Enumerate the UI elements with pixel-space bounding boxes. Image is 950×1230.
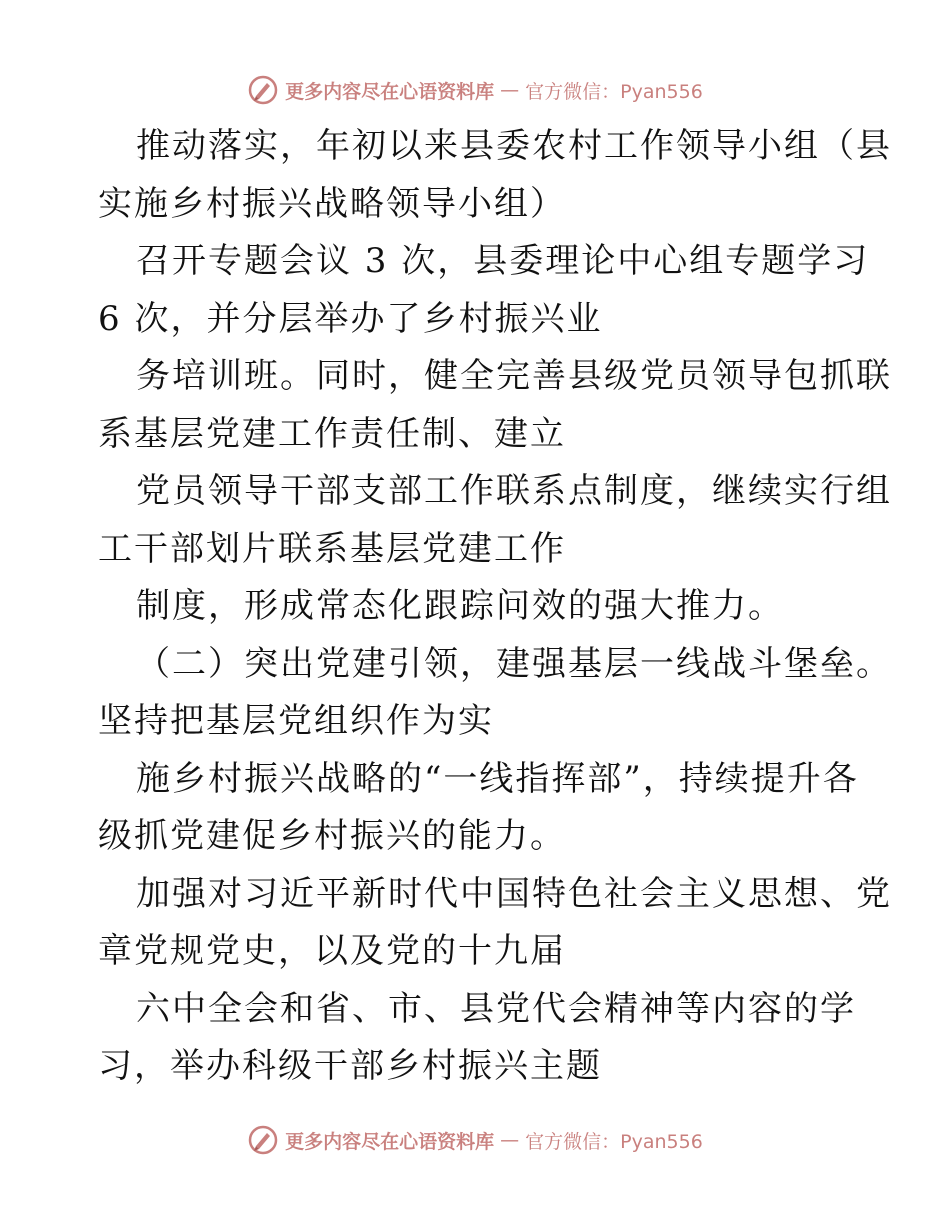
banner-separator: — [500,79,520,101]
text-line: 制度，形成常态化跟踪问效的强大推力。 [136,586,784,626]
text-line: 6 次，并分层举办了乡村振兴业 [98,298,603,339]
text-line: 章党规党史，以及党的十九届 [98,931,566,971]
text-line: 加强对习近平新时代中国特色社会主义思想、党 [136,873,892,914]
text-line: 实施乡村振兴战略领导小组） [98,183,566,224]
pen-logo-icon [247,1124,279,1156]
text-line: 务培训班。同时，健全完善县级党员领导包抓联 [136,356,892,396]
banner-title: 更多内容尽在心语资料库 [285,80,495,103]
text-line: 党员领导干部支部工作联系点制度，继续实行组 [136,471,892,511]
text-line: 习，举办科级干部乡村振兴主题 [98,1046,602,1086]
section-heading-line: （二）突出党建引领，建强基层一线战斗堡垒。 [136,643,892,684]
text-line: 工干部划片联系基层党建工作 [98,528,566,569]
document-body [98,118,892,1096]
text-line: 召开专题会议 3 次，县委理论中心组专题学习 [136,241,870,281]
text-line: 坚持把基层党组织作为实 [98,701,494,741]
footer-banner [0,1120,950,1160]
header-banner [0,70,950,110]
banner-title: 更多内容尽在心语资料库 [285,1130,495,1153]
text-line: 级抓党建促乡村振兴的能力。 [98,816,566,856]
banner-wechat: 官方微信：Pyan556 [525,1130,703,1153]
pen-logo-icon [247,74,279,106]
text-line: 六中全会和省、市、县党代会精神等内容的学 [136,988,856,1029]
text-line: 推动落实，年初以来县委农村工作领导小组（县 [136,126,892,166]
text-line: 系基层党建工作责任制、建立 [98,413,566,454]
banner-separator: — [500,1129,520,1151]
text-line: 施乡村振兴战略的“一线指挥部”，持续提升各 [136,758,859,799]
banner-wechat: 官方微信：Pyan556 [525,80,703,103]
